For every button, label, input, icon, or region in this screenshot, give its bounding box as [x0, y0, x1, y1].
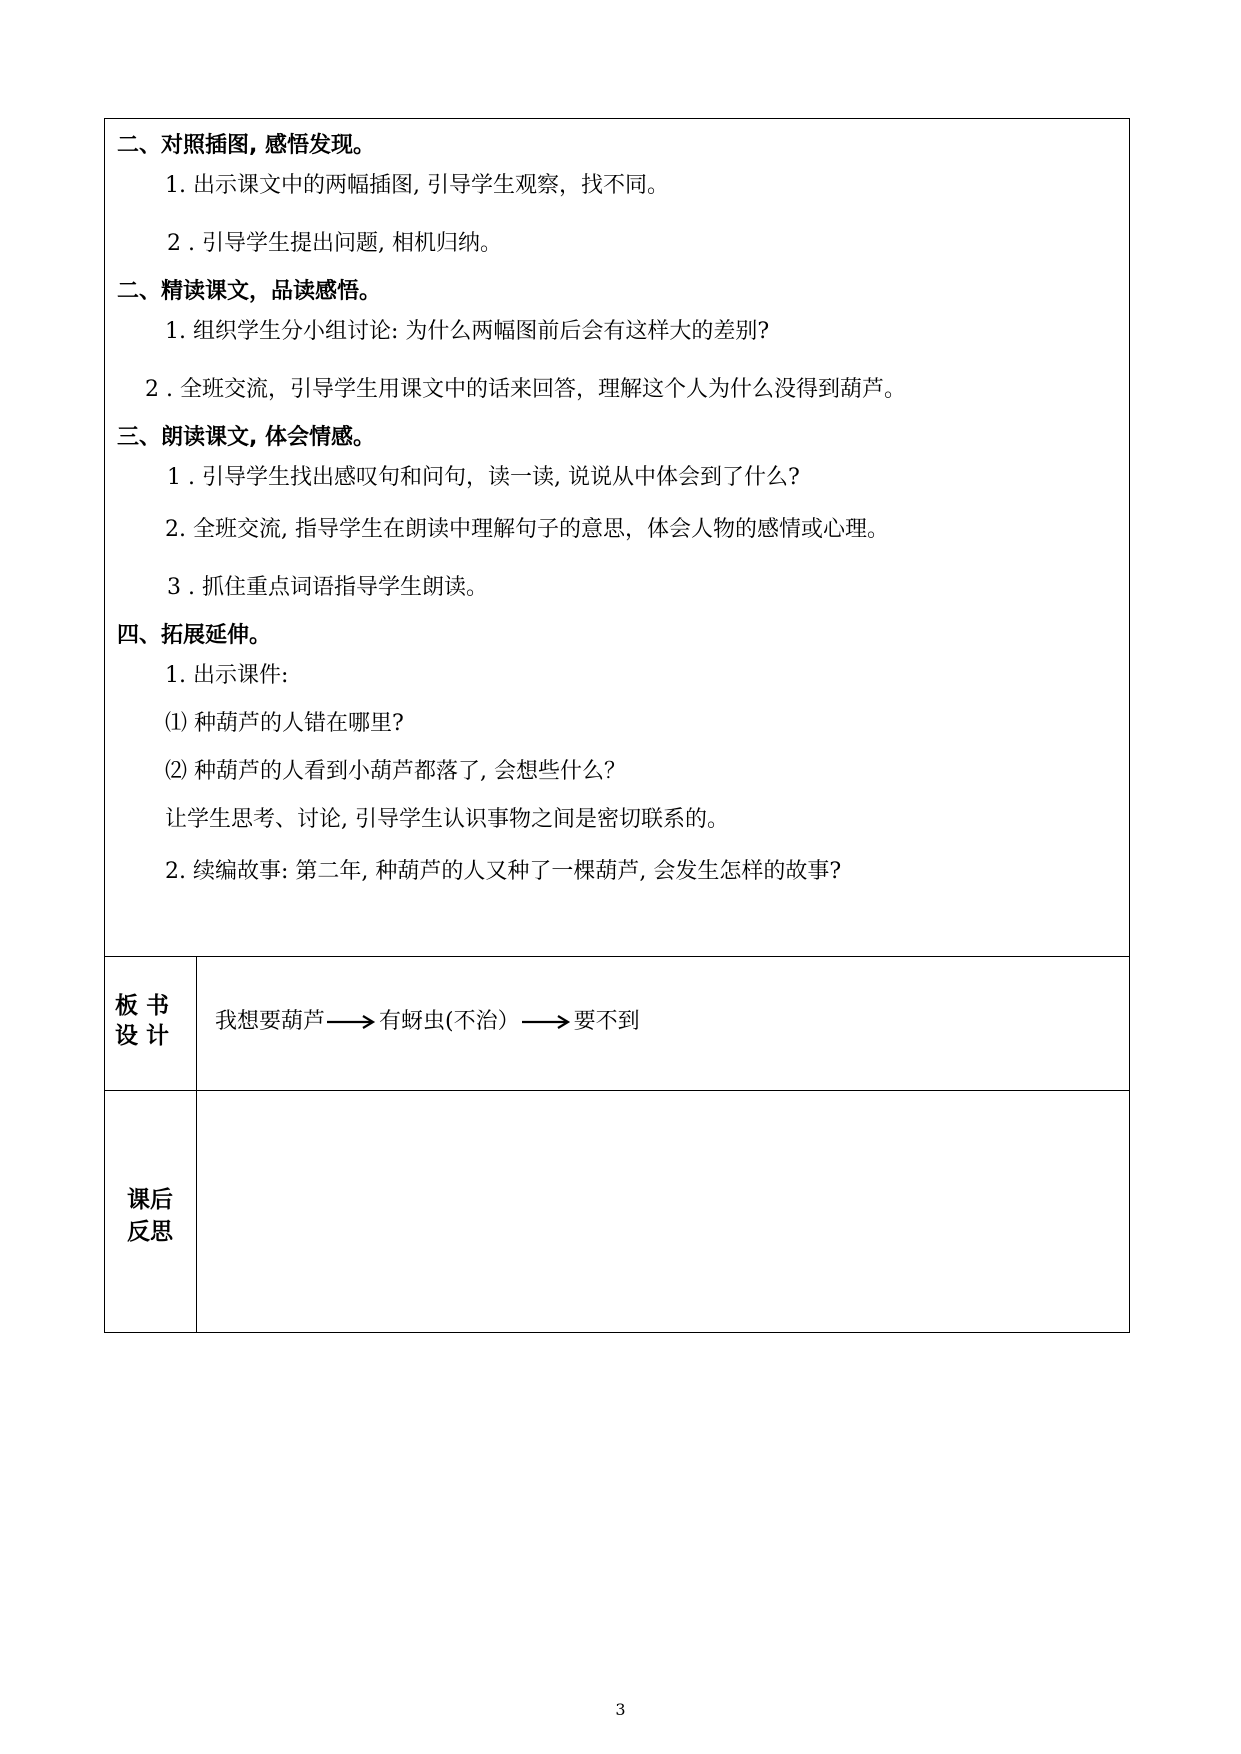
- board-design-label-line2: 设 计: [115, 1023, 170, 1049]
- board-design-content-cell: [197, 957, 1129, 1090]
- board-design-label-cell: [105, 957, 197, 1090]
- section-2-item-2: 2 . 全班交流，引导学生用课文中的话来回答，理解这个人为什么没得到葫芦。: [145, 377, 906, 402]
- board-design-label-line1: 板 书: [115, 993, 170, 1019]
- section-2-item-1: 1. 组织学生分小组讨论: 为什么两幅图前后会有这样大的差别?: [165, 319, 770, 344]
- reflection-label-line2: 反思: [127, 1219, 173, 1245]
- section-4-item-2: ⑴ 种葫芦的人错在哪里?: [165, 711, 404, 736]
- section-4-item-5: 2. 续编故事: 第二年, 种葫芦的人又种了一棵葫芦, 会发生怎样的故事?: [165, 859, 842, 884]
- section-4-item-4: 让学生思考、讨论, 引导学生认识事物之间是密切联系的。: [165, 807, 729, 832]
- lesson-plan-table: [104, 118, 1130, 1333]
- board-flow: [215, 1009, 640, 1035]
- section-3-item-3: 3 . 抓住重点词语指导学生朗读。: [167, 575, 488, 600]
- section-3-item-1: 1 . 引导学生找出感叹句和问句，读一读, 说说从中体会到了什么?: [167, 465, 800, 490]
- reflection-content-cell: [197, 1091, 1129, 1332]
- arrow-right-icon: [522, 1014, 572, 1030]
- reflection-row: [105, 1091, 1129, 1332]
- board-step-3: 要不到: [573, 1009, 640, 1034]
- section-1-item-2: 2 . 引导学生提出问题, 相机归纳。: [167, 231, 502, 256]
- board-step-1: 我想要葫芦: [215, 1009, 326, 1034]
- section-3-item-2: 2. 全班交流, 指导学生在朗读中理解句子的意思，体会人物的感情或心理。: [165, 517, 889, 542]
- section-heading-4: 四、拓展延伸。: [117, 623, 272, 648]
- reflection-label-line1: 课后: [127, 1187, 173, 1213]
- board-design-row: [105, 957, 1129, 1091]
- section-heading-1: 二、对照插图, 感悟发现。: [117, 133, 376, 158]
- section-4-item-1: 1. 出示课件:: [165, 663, 289, 688]
- section-4-item-3: ⑵ 种葫芦的人看到小葫芦都落了, 会想些什么？: [165, 759, 626, 784]
- section-heading-2: 二、精读课文，品读感悟。: [117, 279, 382, 304]
- section-heading-3: 三、朗读课文, 体会情感。: [117, 425, 376, 450]
- teaching-process-cell: [105, 119, 1129, 957]
- reflection-label-cell: [105, 1091, 197, 1332]
- section-1-item-1: 1. 出示课文中的两幅插图, 引导学生观察，找不同。: [165, 173, 669, 198]
- arrow-right-icon: [327, 1014, 377, 1030]
- board-step-2: 有蚜虫(不治）: [379, 1009, 520, 1034]
- page-number: 3: [615, 1700, 626, 1719]
